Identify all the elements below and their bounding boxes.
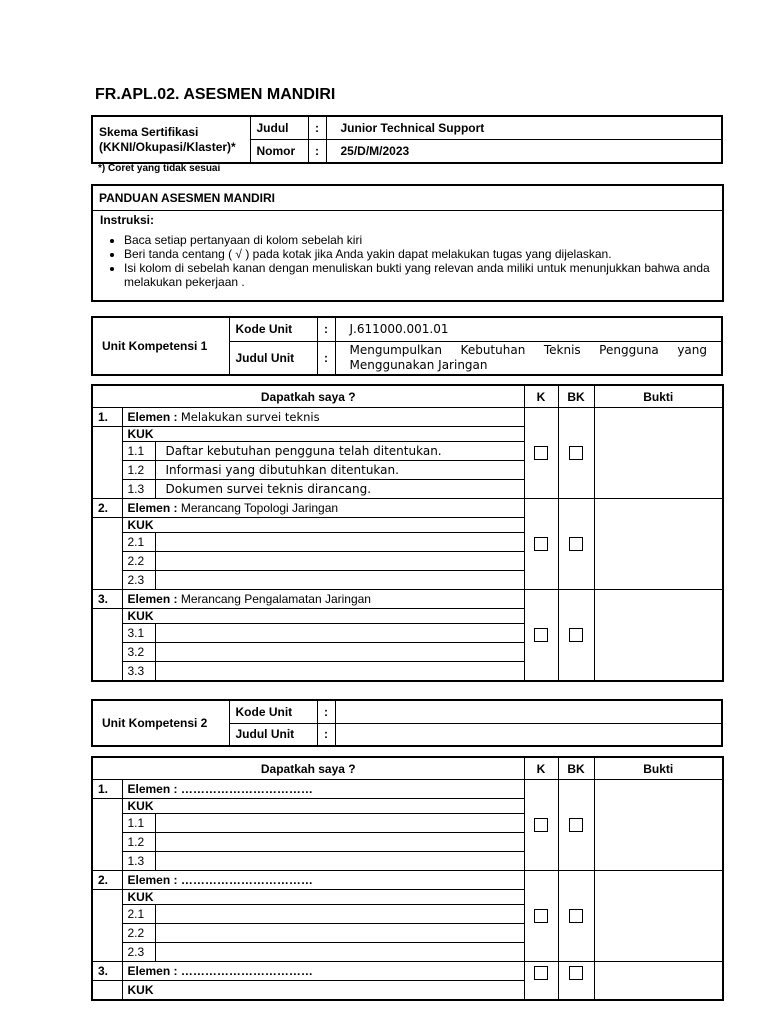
unit-1-table — [91, 316, 723, 376]
kuk-number: 1.1 — [122, 814, 155, 833]
kuk-number: 3.2 — [122, 643, 155, 662]
nomor-label: Nomor — [250, 140, 308, 164]
bk-header: BK — [558, 385, 594, 408]
k-checkbox[interactable] — [534, 818, 548, 832]
kuk-label: KUK — [122, 890, 524, 905]
element-row — [122, 499, 524, 518]
bk-checkbox[interactable] — [569, 628, 583, 642]
kuk-text[interactable] — [155, 662, 524, 682]
kuk-text[interactable] — [155, 814, 524, 833]
element-number: 2. — [92, 499, 122, 518]
instruction-item: • Baca setiap pertanyaan di kolom sebelah kiri — [124, 233, 722, 247]
element-dots: …………………………… — [180, 964, 313, 978]
kuk-number: 1.2 — [122, 833, 155, 852]
bk-checkbox[interactable] — [569, 966, 583, 980]
element-label: Elemen : — [127, 410, 178, 424]
k-cell — [524, 408, 558, 499]
element-dots: …………………………… — [180, 782, 313, 796]
bukti-cell[interactable] — [594, 590, 723, 682]
judul-unit-sep: : — [317, 341, 335, 375]
kuk-text: Informasi yang dibutuhkan ditentukan. — [155, 461, 524, 480]
kuk-text: Dokumen survei teknis dirancang. — [155, 480, 524, 499]
kode-unit-label: Kode Unit — [229, 317, 317, 341]
judul-unit-sep: : — [317, 723, 335, 746]
kuk-text[interactable] — [155, 571, 524, 590]
bukti-header: Bukti — [594, 757, 723, 780]
kuk-text[interactable] — [155, 552, 524, 571]
kuk-text[interactable] — [155, 943, 524, 962]
instruction-item: • Beri tanda centang ( √ ) pada kotak jika Anda yakin dapat melakukan tugas yang dijelaskan. — [124, 247, 722, 261]
nomor-value: 25/D/M/2023 — [326, 140, 722, 164]
element-row — [122, 408, 524, 427]
judul-unit-value[interactable] — [335, 723, 722, 746]
kuk-label: KUK — [122, 609, 524, 624]
bk-cell — [558, 962, 594, 1001]
bukti-cell[interactable] — [594, 871, 723, 962]
kuk-number: 1.3 — [122, 480, 155, 499]
blank-cell — [92, 427, 122, 499]
judul-label: Judul — [250, 116, 308, 140]
bk-checkbox[interactable] — [569, 537, 583, 551]
coret-note: *) Coret yang tidak sesuai — [98, 163, 221, 174]
page-title: FR.APL.02. ASESMEN MANDIRI — [95, 86, 336, 103]
kuk-number: 2.3 — [122, 571, 155, 590]
instruction-list — [93, 233, 722, 289]
element-number: 1. — [92, 780, 122, 799]
kuk-label: KUK — [122, 981, 524, 1001]
blank-cell — [92, 518, 122, 590]
bk-cell — [558, 871, 594, 962]
element-text: Melakukan survei teknis — [180, 410, 320, 424]
bk-cell — [558, 780, 594, 871]
unit-1-label: Unit Kompetensi 1 — [92, 317, 229, 375]
kuk-number: 1.1 — [122, 442, 155, 461]
k-cell — [524, 499, 558, 590]
kuk-text[interactable] — [155, 624, 524, 643]
element-row — [122, 962, 524, 981]
kuk-number: 1.2 — [122, 461, 155, 480]
kode-unit-value[interactable] — [335, 700, 722, 723]
bk-header: BK — [558, 757, 594, 780]
blank-cell — [92, 609, 122, 682]
kuk-text[interactable] — [155, 643, 524, 662]
element-row — [122, 780, 524, 799]
bk-cell — [558, 499, 594, 590]
bukti-cell[interactable] — [594, 962, 723, 1001]
panduan-box — [91, 184, 724, 302]
blank-cell — [92, 799, 122, 871]
bk-cell — [558, 590, 594, 682]
skema-label: Skema Sertifikasi (KKNI/Okupasi/Klaster)* — [92, 116, 250, 163]
element-text: Merancang Topologi Jaringan — [180, 501, 339, 515]
k-checkbox[interactable] — [534, 966, 548, 980]
bukti-cell[interactable] — [594, 408, 723, 499]
kuk-text[interactable] — [155, 905, 524, 924]
kode-unit-sep: : — [317, 317, 335, 341]
bk-checkbox[interactable] — [569, 909, 583, 923]
dapatkah-header: Dapatkah saya ? — [92, 757, 524, 780]
bk-checkbox[interactable] — [569, 818, 583, 832]
kuk-number: 2.1 — [122, 533, 155, 552]
blank-cell — [92, 890, 122, 962]
kuk-number: 2.2 — [122, 552, 155, 571]
nomor-sep: : — [308, 140, 326, 164]
kuk-label: KUK — [122, 427, 524, 442]
kode-unit-sep: : — [317, 700, 335, 723]
kuk-number: 2.3 — [122, 943, 155, 962]
bk-checkbox[interactable] — [569, 446, 583, 460]
kode-unit-value: J.611000.001.01 — [335, 317, 722, 341]
kuk-text[interactable] — [155, 533, 524, 552]
judul-unit-label: Judul Unit — [229, 341, 317, 375]
element-number: 2. — [92, 871, 122, 890]
kuk-number: 2.2 — [122, 924, 155, 943]
element-number: 3. — [92, 590, 122, 609]
k-checkbox[interactable] — [534, 628, 548, 642]
kuk-number: 3.3 — [122, 662, 155, 682]
bukti-header: Bukti — [594, 385, 723, 408]
k-cell — [524, 590, 558, 682]
element-number: 3. — [92, 962, 122, 981]
blank-cell — [92, 981, 122, 1001]
instruksi-label: Instruksi: — [100, 213, 155, 227]
k-cell — [524, 780, 558, 871]
element-dots: …………………………… — [180, 873, 313, 887]
instruction-item: • Isi kolom di sebelah kanan dengan menuliskan bukti yang relevan anda miliki untuk menunjukkan bahwa anda melakukan pekerjaan . — [124, 261, 722, 289]
k-checkbox[interactable] — [534, 909, 548, 923]
element-text: Merancang Pengalamatan Jaringan — [180, 592, 371, 606]
element-label: Elemen : — [127, 592, 178, 606]
k-checkbox[interactable] — [534, 446, 548, 460]
bukti-cell[interactable] — [594, 780, 723, 871]
judul-value: Junior Technical Support — [326, 116, 722, 140]
bk-cell — [558, 408, 594, 499]
element-row — [122, 871, 524, 890]
kuk-text[interactable] — [155, 852, 524, 871]
assessment-table-2 — [91, 756, 724, 1001]
judul-unit-value: Mengumpulkan Kebutuhan Teknis Pengguna yang Menggunakan Jaringan — [335, 341, 722, 375]
k-cell — [524, 871, 558, 962]
element-row — [122, 590, 524, 609]
kode-unit-label: Kode Unit — [229, 700, 317, 723]
bukti-cell[interactable] — [594, 499, 723, 590]
judul-sep: : — [308, 116, 326, 140]
unit-2-table — [91, 699, 723, 747]
element-number: 1. — [92, 408, 122, 427]
kuk-text[interactable] — [155, 924, 524, 943]
element-label: Elemen : — [127, 964, 178, 978]
judul-unit-label: Judul Unit — [229, 723, 317, 746]
unit-2-label: Unit Kompetensi 2 — [92, 700, 229, 746]
kuk-label: KUK — [122, 518, 524, 533]
k-cell — [524, 962, 558, 1001]
kuk-number: 3.1 — [122, 624, 155, 643]
assessment-table-1 — [91, 384, 724, 682]
k-header: K — [524, 757, 558, 780]
skema-table — [91, 115, 723, 164]
element-label: Elemen : — [127, 873, 178, 887]
kuk-text: Daftar kebutuhan pengguna telah ditentukan. — [155, 442, 524, 461]
element-label: Elemen : — [127, 501, 178, 515]
kuk-number: 1.3 — [122, 852, 155, 871]
k-checkbox[interactable] — [534, 537, 548, 551]
k-header: K — [524, 385, 558, 408]
element-label: Elemen : — [127, 782, 178, 796]
dapatkah-header: Dapatkah saya ? — [92, 385, 524, 408]
panduan-heading: PANDUAN ASESMEN MANDIRI — [93, 186, 722, 211]
kuk-text[interactable] — [155, 833, 524, 852]
kuk-label: KUK — [122, 799, 524, 814]
kuk-number: 2.1 — [122, 905, 155, 924]
